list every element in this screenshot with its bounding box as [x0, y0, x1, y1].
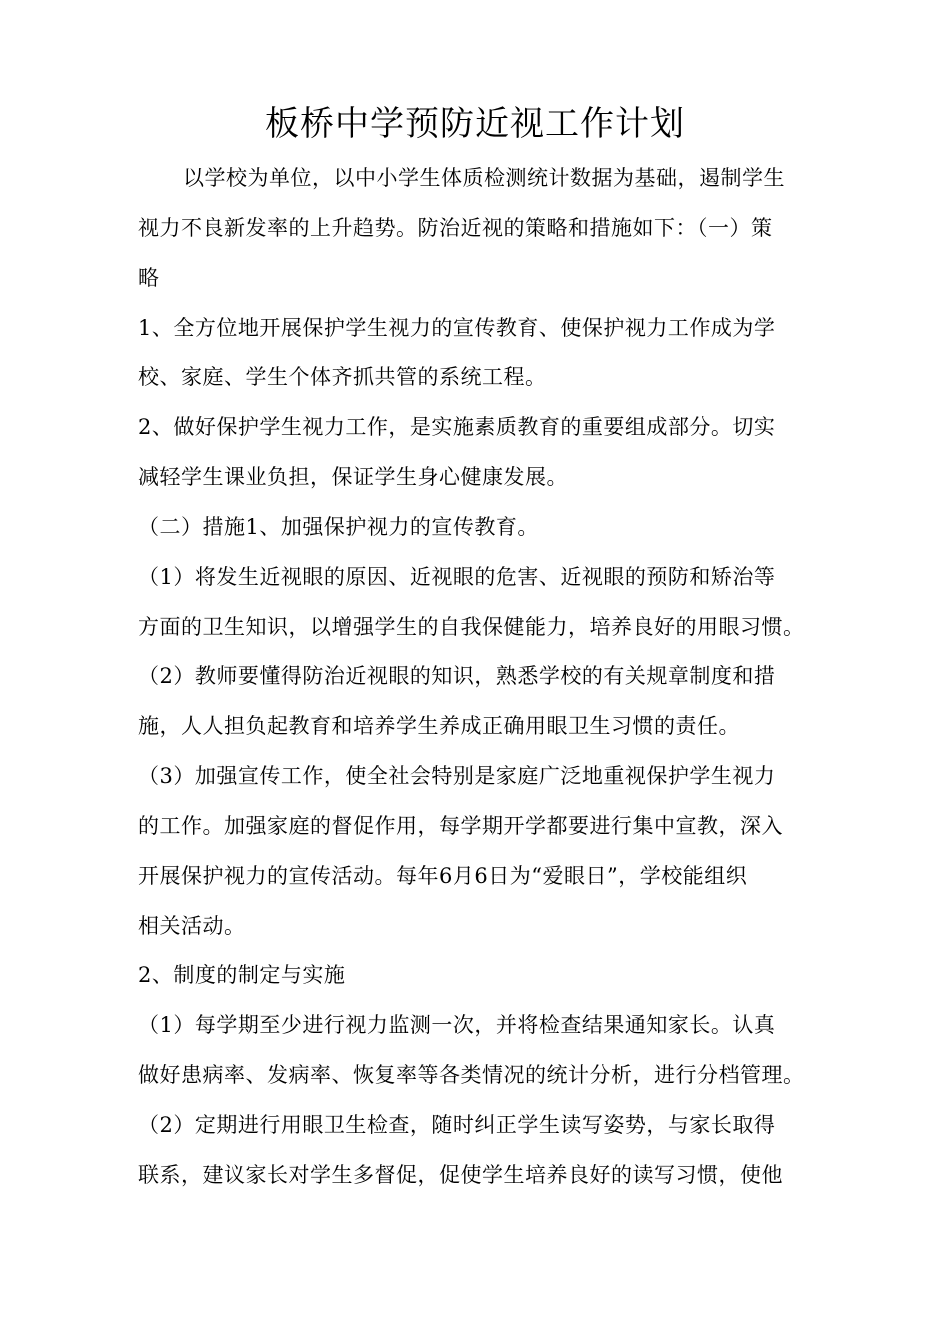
paragraph-line: （2）教师要懂得防治近视眼的知识，熟悉学校的有关规章制度和措: [138, 664, 776, 688]
paragraph-line: 校、家庭、学生个体齐抓共管的系统工程。: [138, 365, 547, 389]
paragraph-line: （2）定期进行用眼卫生检查，随时纠正学生读写姿势，与家长取得: [138, 1113, 776, 1137]
paragraph-line: 视力不良新发率的上升趋势。防治近视的策略和措施如下：（一）策: [138, 216, 773, 240]
paragraph-line: 做好患病率、发病率、恢复率等各类情况的统计分析，进行分档管理。: [138, 1063, 805, 1087]
paragraph-line: 联系，建议家长对学生多督促，促使学生培养良好的读写习惯，使他: [138, 1163, 783, 1187]
paragraph-line: 方面的卫生知识，以增强学生的自我保健能力，培养良好的用眼习惯。: [138, 615, 805, 639]
paragraph-line: 的工作。加强家庭的督促作用，每学期开学都要进行集中宣教，深入: [138, 814, 783, 838]
paragraph-line: 以学校为单位，以中小学生体质检测统计数据为基础，遏制学生: [183, 166, 785, 190]
paragraph-line: （1）每学期至少进行视力监测一次，并将检查结果通知家长。认真: [138, 1013, 776, 1037]
paragraph-line: 减轻学生课业负担，保证学生身心健康发展。: [138, 465, 568, 489]
paragraph-line: 开展保护视力的宣传活动。每年6月6日为“爱眼日”，学校能组织: [138, 864, 748, 888]
paragraph-line: （二）措施1、加强保护视力的宣传教育。: [138, 515, 539, 539]
paragraph-line: 相关活动。: [138, 914, 246, 938]
document-title: 板桥中学预防近视工作计划: [265, 104, 685, 144]
paragraph-line: 施，人人担负起教育和培养学生养成正确用眼卫生习惯的责任。: [138, 714, 740, 738]
paragraph-line: （1）将发生近视眼的原因、近视眼的危害、近视眼的预防和矫治等: [138, 565, 776, 589]
paragraph-line: 略: [138, 266, 160, 290]
paragraph-line: （3）加强宣传工作，使全社会特别是家庭广泛地重视保护学生视力: [138, 764, 776, 788]
paragraph-line: 2、制度的制定与实施: [138, 963, 346, 987]
paragraph-line: 1、全方位地开展保护学生视力的宣传教育、使保护视力工作成为学: [138, 316, 776, 340]
paragraph-line: 2、做好保护学生视力工作，是实施素质教育的重要组成部分。切实: [138, 415, 776, 439]
